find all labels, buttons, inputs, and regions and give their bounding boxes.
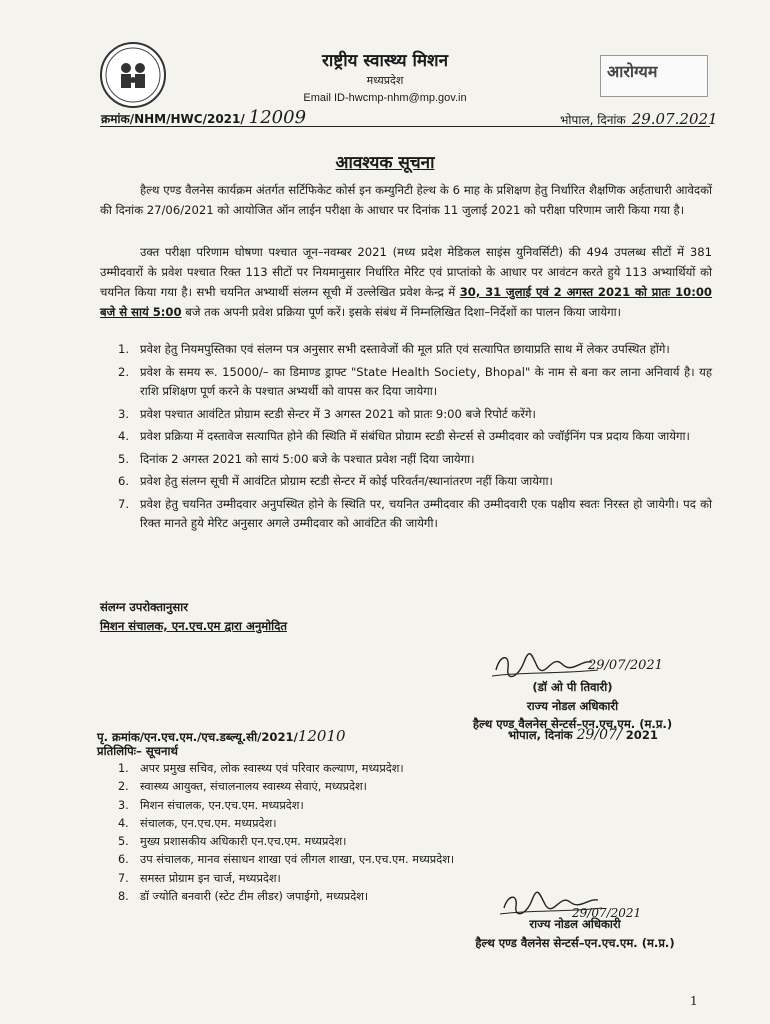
signatory-2-block <box>440 915 710 952</box>
list-item: 7. प्रवेश हेतु चयनित उम्मीदवार अनुपस्थित होने के स्थिति पर, चयनित उम्मीदवार की उम्मीदवारी एक पक्षीय स्वतः निरस्त हो जायेगी। पद को रिक्त मानते हुये मेरिट अनुसार अगले उम्मीदवार को आवंटित की जायेगी। <box>118 496 712 530</box>
copy-date <box>508 727 658 743</box>
reference-label: क्रमांक/NHM/HWC/2021/ <box>101 112 245 126</box>
arogyam-logo <box>600 55 708 97</box>
date-label: भोपाल, दिनांक <box>560 113 626 127</box>
signature-1-date: 29/07/2021 <box>588 658 663 673</box>
copy-handwritten-date: 29/07/ <box>576 727 622 743</box>
copy-recipient-list <box>118 760 678 906</box>
copy-date-year: 2021 <box>625 728 658 742</box>
header-email: Email ID-hwcmp-nhm@mp.gov.in <box>303 92 467 104</box>
paragraph-result <box>100 242 712 322</box>
list-item: 2. स्वास्थ्य आयुक्त, संचालनालय स्वास्थ्य सेवाएं, मध्यप्रदेश। <box>118 780 367 794</box>
signatory-office: हैल्थ एण्ड वैलनेस सेन्टर्स–एन.एच.एम. (म.प्र.) <box>475 935 675 950</box>
list-item: 5. मुख्य प्रशासकीय अधिकारी एन.एच.एम. मध्यप्रदेश। <box>118 835 347 849</box>
paragraph-intro: हैल्थ एण्ड वैलनेस कार्यक्रम अंतर्गत सर्टिफिकेट कोर्स इन कम्युनिटी हेल्थ के 6 माह के प्रशिक्षण हेतु निर्धारित शैक्षणिक अर्हताधारी आवेदकों की दिनांक 27/06/2021 को आयोजित ऑन लाईन परीक्षा के आधार पर दिनांक 11 जुलाई 2021 को परीक्षा परिणाम जारी किया गया है। <box>100 183 712 217</box>
list-item: 3. मिशन संचालक, एन.एच.एम. मध्यप्रदेश। <box>118 798 304 812</box>
list-item: 7. समस्त प्रोग्राम इन चार्ज, मध्यप्रदेश। <box>118 871 281 885</box>
admission-schedule: 30, 31 जुलाई एवं 2 अगस्त 2021 को प्रातः 10:00 बजे से सायं 5:00 <box>100 285 712 319</box>
list-item: 6. प्रवेश हेतु संलग्न सूची में आवंटित प्रोग्राम स्टडी सेन्टर में कोई परिवर्तन/स्थानांतरण नहीं किया जायेगा। <box>118 474 553 488</box>
arogyam-logo-text: आरोग्यम <box>607 62 658 81</box>
reference-handwritten-number: 12009 <box>248 107 307 128</box>
list-item: 3. प्रवेश पश्चात आवंटित प्रोग्राम स्टडी सेन्टर में 3 अगस्त 2021 को प्रातः 9:00 बजे रिपोर्ट करेंगे। <box>118 406 536 421</box>
signature-2-date: 29/07/2021 <box>572 906 642 920</box>
signatory-designation: राज्य नोडल अधिकारी <box>526 698 619 713</box>
signatory-designation: राज्य नोडल अधिकारी <box>529 917 621 931</box>
signatory-1-block <box>430 678 715 734</box>
list-item: 4. संचालक, एन.एच.एम. मध्यप्रदेश। <box>118 816 277 830</box>
notice-title: आवश्यक सूचना <box>335 153 435 173</box>
copy-date-label: भोपाल, दिनांक <box>508 728 573 742</box>
copy-reference <box>97 727 346 745</box>
list-item: 5. दिनांक 2 अगस्त 2021 को सायं 5:00 बजे के पश्चात प्रवेश नहीं दिया जायेगा। <box>118 451 475 466</box>
list-item: 6. उप संचालक, मानव संसाधन शाखा एवं लीगल शाखा, एन.एच.एम. मध्यप्रदेश। <box>118 853 455 867</box>
handwritten-date: 29.07.2021 <box>631 110 718 128</box>
list-item: 2. प्रवेश के समय रू. 15000/– का डिमाण्ड ड्राफ्ट "State Health Society, Bhopal" के नाम से बना कर लाना अनिवार्य है। यह राशि प्रशिक्षण पूर्ण करने के पश्चात अभ्यर्थी को वापस कर दिया जायेगा। <box>118 364 712 398</box>
list-item: 1. प्रवेश हेतु नियमपुस्तिका एवं संलग्न पत्र अनुसार सभी दस्तावेजों की मूल प्रति एवं सत्यापित छायाप्रति साथ में लेकर उपस्थित होंगे। <box>118 342 670 356</box>
header-title: राष्ट्रीय स्वास्थ्य मिशन <box>321 51 449 71</box>
header-state: मध्यप्रदेश <box>366 74 404 87</box>
signatory-name: (डॉ ओ पी तिवारी) <box>532 680 613 694</box>
paragraph-result-end: बजे तक अपनी प्रवेश प्रक्रिया पूर्ण करें। इसके संबंध में निम्नलिखित दिशा–निर्देशों का पालन किया जायेगा। <box>185 305 622 319</box>
approval-line: मिशन संचालक, एन.एच.एम द्वारा अनुमोदित <box>100 619 287 633</box>
header-divider <box>100 126 710 127</box>
signatory-office: हैल्थ एण्ड वैलनेस सेन्टर्स–एन.एच.एम. (म.प्र.) <box>472 717 673 731</box>
list-item: 4. प्रवेश प्रक्रिया में दस्तावेज सत्यापित होने की स्थिति में संबंधित प्रोग्राम स्टडी सेन्टर्स से उम्मीदवार को ज्वॉईनिंग पत्र प्रदाय किया जायेगा। <box>118 429 690 443</box>
list-item: 1. अपर प्रमुख सचिव, लोक स्वास्थ्य एवं परिवार कल्याण, मध्यप्रदेश। <box>118 762 404 775</box>
page-number: 1 <box>690 994 698 1008</box>
copy-reference-label: पृ. क्रमांक/एन.एच.एम./एच.डब्ल्यू.सी/2021/ <box>97 730 298 744</box>
reference-number <box>101 107 306 128</box>
enclosure-note <box>100 598 287 636</box>
paragraph-result-text: उक्त परीक्षा परिणाम घोषणा पश्चात जून–नवम्बर 2021 (मध्य प्रदेश मेडिकल साइंस युनिवर्सिटी) की 494 उपलब्ध सीटों में 381 उम्मीदवारों के प्रवेश पश्चात रिक्त 113 सीटों पर नियमानुसार निर्धारित मेरिट एवं प्राप्तांको के आधार पर आवंटन करते हुये 113 अभ्यार्थियों को चयनित किया गया है। सभी चयनित अभ्यार्थी संलग्न सूची में उल्लेखित प्रवेश केन्द्र में <box>100 245 712 299</box>
copy-reference-number: 12010 <box>297 727 346 745</box>
list-item: 8. डॉ ज्योति बनवारी (स्टेट टीम लीडर) जपाईगो, मध्यप्रदेश। <box>118 890 369 904</box>
instruction-list <box>118 340 712 537</box>
enclosure-line: संलग्न उपरोक्तानुसार <box>100 600 188 614</box>
copy-heading: प्रतिलिपिः– सूचनार्थ <box>97 744 178 758</box>
